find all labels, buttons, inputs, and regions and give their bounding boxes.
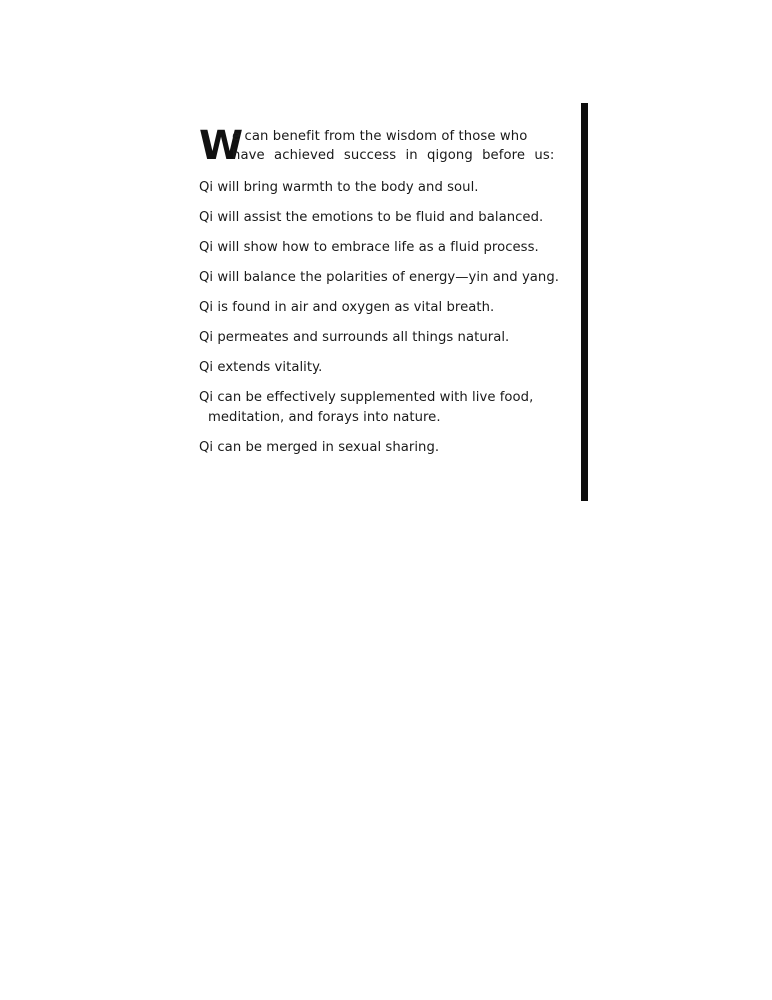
list-item [199, 328, 559, 348]
vertical-rule [581, 103, 588, 501]
list-item [199, 438, 559, 458]
list-item-text: Qi will bring warmth to the body and soul. [199, 180, 479, 195]
list-item [199, 298, 559, 318]
list-item [199, 238, 559, 258]
list-item-text: Qi can be merged in sexual sharing. [199, 440, 440, 455]
list-item-text: Qi extends vitality. [199, 360, 323, 375]
list-item-text: Qi permeates and surrounds all things natural. [199, 330, 510, 345]
qi-statement-list [199, 178, 559, 458]
list-item-text: Qi is found in air and oxygen as vital breath. [199, 300, 495, 315]
list-item-text: Qi will show how to embrace life as a fluid process. [199, 240, 539, 255]
list-item-text: Qi will assist the emotions to be fluid and balanced. [199, 210, 544, 225]
list-item [199, 178, 559, 198]
intro-paragraph [199, 124, 559, 170]
list-item [199, 388, 559, 428]
text-block [199, 124, 559, 458]
drop-cap: W [199, 123, 242, 169]
list-item [199, 208, 559, 228]
list-item [199, 268, 559, 288]
list-item [199, 358, 559, 378]
intro-line-1: e can benefit from the wisdom of those who [232, 129, 528, 144]
list-item-continuation: meditation, and forays into nature. [208, 410, 441, 425]
list-item-text: Qi will balance the polarities of energy—yin and yang. [199, 270, 559, 285]
list-item-text: Qi can be effectively supplemented with live food, [199, 390, 534, 405]
intro-line-2: have achieved success in qigong before us: [232, 148, 555, 163]
